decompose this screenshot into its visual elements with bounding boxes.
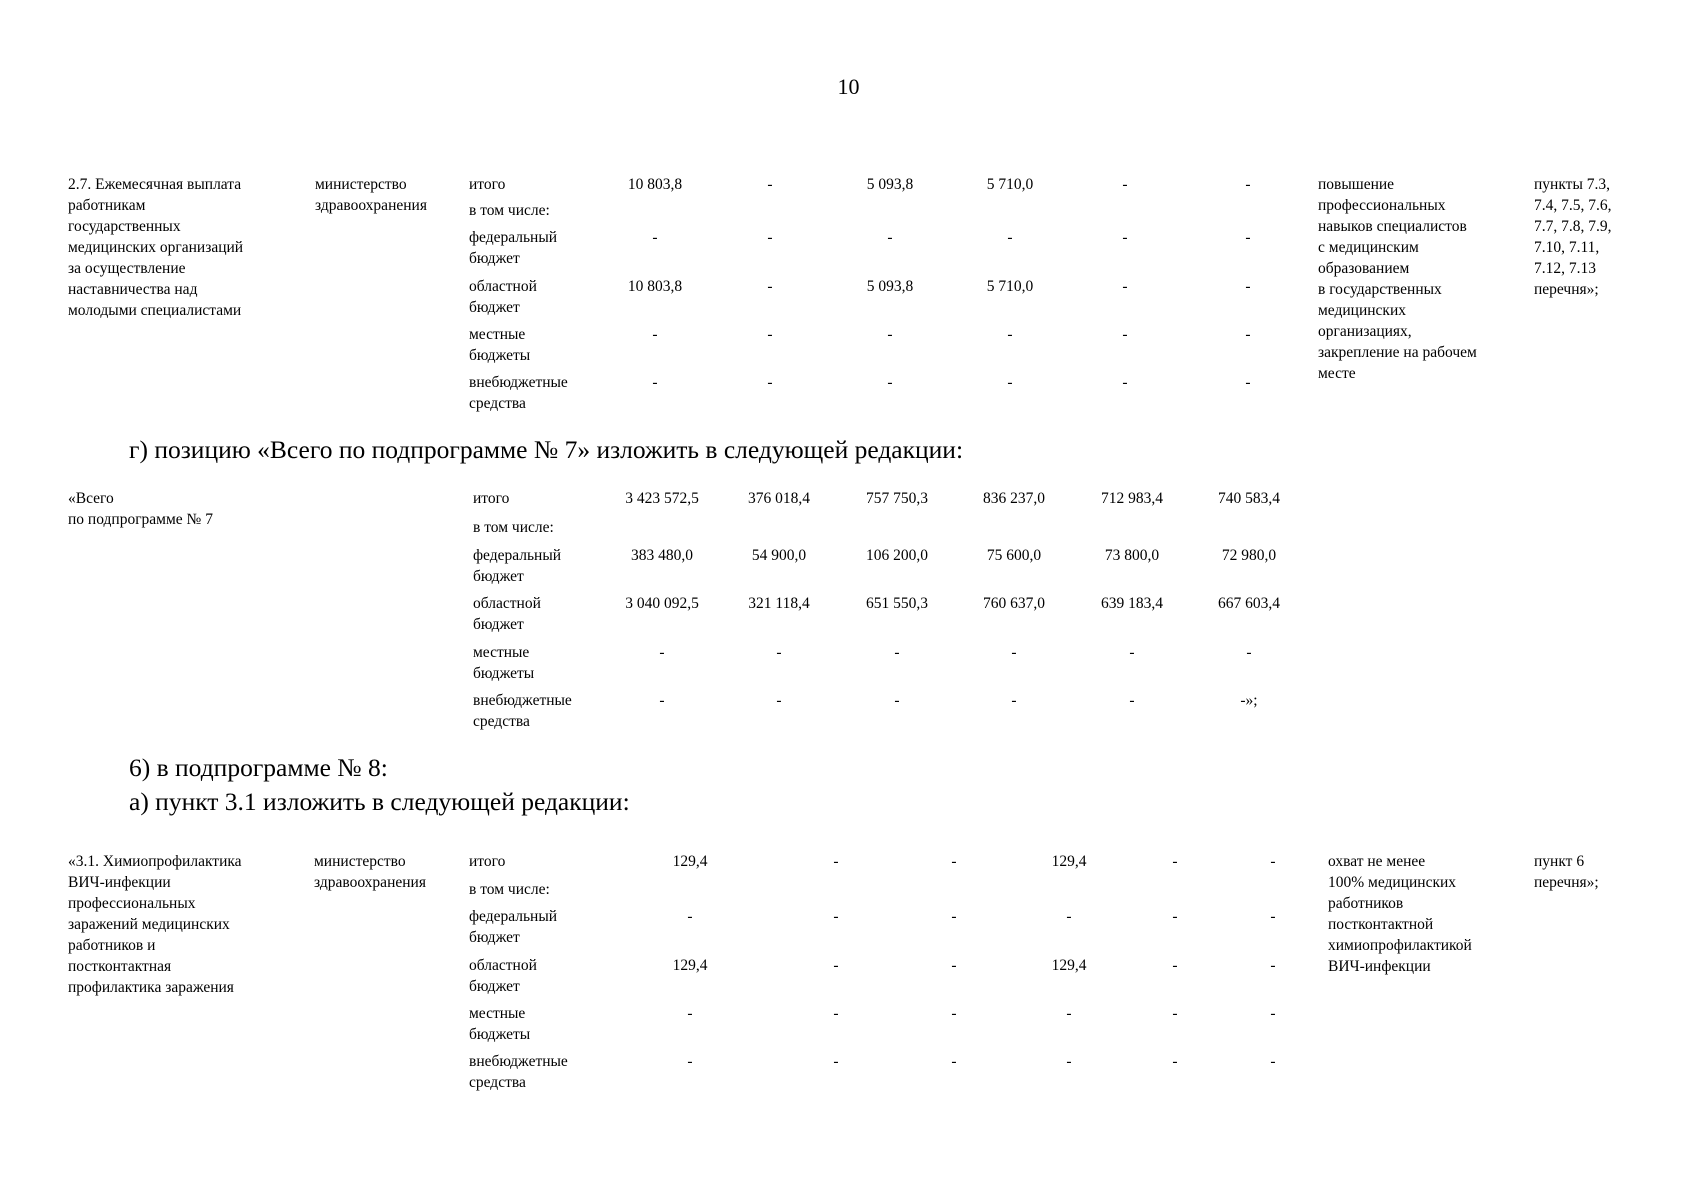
row-label-extrabudget: внебюджетные средства <box>469 374 568 412</box>
value-local-col2: - <box>767 326 773 343</box>
indicator-references: пункт 6 перечня»; <box>1534 853 1599 891</box>
row-label-local: местные бюджеты <box>469 1005 531 1043</box>
page-number: 10 <box>837 74 860 99</box>
row-label-including: в том числе: <box>469 881 550 898</box>
value-federal-col3: - <box>887 229 893 246</box>
heading-a: а) пункт 3.1 изложить в следующей редакции: <box>129 787 630 816</box>
value-regional-col6: - <box>1245 278 1251 295</box>
value-federal-col1: 383 480,0 <box>631 547 693 564</box>
value-extrabudget-col5: - <box>1172 1053 1178 1070</box>
row-label-including: в том числе: <box>469 202 550 219</box>
value-federal-col4: - <box>1066 908 1072 925</box>
value-federal-col3: - <box>951 908 957 925</box>
indicator-references: пункты 7.3, 7.4, 7.5, 7.6, 7.7, 7.8, 7.9, 7.10, 7.11, 7.12, 7.13 перечня»; <box>1534 176 1612 298</box>
value-total-col6: - <box>1245 176 1251 193</box>
value-local-col5: - <box>1122 326 1128 343</box>
row-label-regional: областной бюджет <box>473 595 541 633</box>
value-total-col6: - <box>1270 853 1276 870</box>
value-total-col3: - <box>951 853 957 870</box>
row-label-local: местные бюджеты <box>473 644 535 682</box>
expected-outcome: охват не менее 100% медицинских работников постконтактной химиопрофилактикой ВИЧ-инфекции <box>1328 853 1472 975</box>
value-local-col1: - <box>687 1005 693 1022</box>
value-total-col3: 757 750,3 <box>866 490 928 507</box>
value-local-col3: - <box>951 1005 957 1022</box>
value-extrabudget-col2: - <box>833 1053 839 1070</box>
value-total-col1: 10 803,8 <box>627 176 683 193</box>
value-local-col2: - <box>776 644 782 661</box>
value-local-col4: - <box>1011 644 1017 661</box>
value-extrabudget-col6: - <box>1245 374 1251 391</box>
value-extrabudget-col4: - <box>1007 374 1013 391</box>
value-extrabudget-col3: - <box>951 1053 957 1070</box>
value-local-col3: - <box>887 326 893 343</box>
row-label-local: местные бюджеты <box>469 326 531 364</box>
value-federal-col6: - <box>1245 229 1251 246</box>
value-regional-col1: 3 040 092,5 <box>625 595 699 612</box>
value-regional-col1: 10 803,8 <box>627 278 683 295</box>
value-federal-col4: - <box>1007 229 1013 246</box>
value-extrabudget-col1: - <box>659 692 665 709</box>
value-regional-col4: 129,4 <box>1051 957 1087 974</box>
heading-g: г) позицию «Всего по подпрограмме № 7» изложить в следующей редакции: <box>129 435 964 464</box>
value-federal-col2: 54 900,0 <box>751 547 807 564</box>
value-federal-col6: 72 980,0 <box>1221 547 1277 564</box>
value-local-col6: - <box>1246 644 1252 661</box>
value-regional-col2: 321 118,4 <box>748 595 810 612</box>
value-regional-col2: - <box>833 957 839 974</box>
value-local-col4: - <box>1066 1005 1072 1022</box>
row-label-extrabudget: внебюджетные средства <box>469 1053 568 1091</box>
value-total-col2: - <box>833 853 839 870</box>
value-extrabudget-col4: - <box>1011 692 1017 709</box>
value-total-col2: 376 018,4 <box>748 490 810 507</box>
value-extrabudget-col5: - <box>1129 692 1135 709</box>
value-extrabudget-col2: - <box>767 374 773 391</box>
value-extrabudget-col5: - <box>1122 374 1128 391</box>
value-regional-col5: - <box>1122 278 1128 295</box>
heading-6: 6) в подпрограмме № 8: <box>129 753 388 782</box>
value-federal-col5: - <box>1172 908 1178 925</box>
row-label-total: итого <box>473 490 510 507</box>
value-total-col3: 5 093,8 <box>866 176 914 193</box>
value-extrabudget-col1: - <box>652 374 658 391</box>
value-extrabudget-col3: - <box>887 374 893 391</box>
value-federal-col2: - <box>833 908 839 925</box>
value-total-col6: 740 583,4 <box>1218 490 1280 507</box>
responsible-executor: министерство здравоохранения <box>314 853 426 891</box>
value-federal-col4: 75 600,0 <box>986 547 1042 564</box>
value-extrabudget-col3: - <box>894 692 900 709</box>
value-total-col2: - <box>767 176 773 193</box>
value-regional-col6: - <box>1270 957 1276 974</box>
value-federal-col5: 73 800,0 <box>1104 547 1160 564</box>
value-federal-col2: - <box>767 229 773 246</box>
value-federal-col5: - <box>1122 229 1128 246</box>
expected-outcome: повышение профессиональных навыков специалистов с медицинским образованием в государственных медицинских организациях, закрепление на рабочем месте <box>1318 176 1477 382</box>
measure-description: 2.7. Ежемесячная выплата работникам государственных медицинских организаций за осуществление наставничества над молодыми специалистами <box>68 176 244 319</box>
value-regional-col3: 651 550,3 <box>866 595 928 612</box>
value-local-col6: - <box>1245 326 1251 343</box>
value-federal-col1: - <box>652 229 658 246</box>
value-local-col5: - <box>1129 644 1135 661</box>
row-label-total: итого <box>469 176 506 193</box>
value-federal-col1: - <box>687 908 693 925</box>
measure-description: «3.1. Химиопрофилактика ВИЧ-инфекции профессиональных заражений медицинских работников и постконтактная профилактика заражения <box>68 853 242 996</box>
value-regional-col2: - <box>767 278 773 295</box>
value-local-col1: - <box>659 644 665 661</box>
value-total-col4: 5 710,0 <box>986 176 1034 193</box>
row-label-regional: областной бюджет <box>469 278 537 316</box>
value-regional-col5: - <box>1172 957 1178 974</box>
value-total-col4: 836 237,0 <box>983 490 1045 507</box>
responsible-executor: министерство здравоохранения <box>315 176 427 214</box>
row-label-federal: федеральный бюджет <box>469 908 558 946</box>
value-extrabudget-col4: - <box>1066 1053 1072 1070</box>
value-federal-col3: 106 200,0 <box>866 547 928 564</box>
row-label-federal: федеральный бюджет <box>469 229 558 267</box>
value-local-col2: - <box>833 1005 839 1022</box>
value-total-col5: 712 983,4 <box>1101 490 1163 507</box>
value-extrabudget-col1: - <box>687 1053 693 1070</box>
total-description: «Всего по подпрограмме № 7 <box>68 490 213 528</box>
value-local-col3: - <box>894 644 900 661</box>
row-label-total: итого <box>469 853 506 870</box>
value-total-col1: 129,4 <box>672 853 708 870</box>
value-extrabudget-col2: - <box>776 692 782 709</box>
value-regional-col4: 760 637,0 <box>983 595 1045 612</box>
value-regional-col5: 639 183,4 <box>1101 595 1163 612</box>
value-federal-col6: - <box>1270 908 1276 925</box>
value-total-col5: - <box>1122 176 1128 193</box>
value-regional-col3: - <box>951 957 957 974</box>
value-local-col6: - <box>1270 1005 1276 1022</box>
row-label-extrabudget: внебюджетные средства <box>473 692 572 730</box>
value-regional-col3: 5 093,8 <box>866 278 914 295</box>
value-local-col1: - <box>652 326 658 343</box>
value-extrabudget-col6: -»; <box>1240 692 1258 709</box>
value-local-col4: - <box>1007 326 1013 343</box>
value-extrabudget-col6: - <box>1270 1053 1276 1070</box>
value-local-col5: - <box>1172 1005 1178 1022</box>
row-label-regional: областной бюджет <box>469 957 537 995</box>
value-regional-col6: 667 603,4 <box>1218 595 1280 612</box>
row-label-including: в том числе: <box>473 519 554 536</box>
row-label-federal: федеральный бюджет <box>473 547 562 585</box>
value-total-col4: 129,4 <box>1051 853 1087 870</box>
value-total-col1: 3 423 572,5 <box>625 490 699 507</box>
value-regional-col1: 129,4 <box>672 957 708 974</box>
value-total-col5: - <box>1172 853 1178 870</box>
value-regional-col4: 5 710,0 <box>986 278 1034 295</box>
